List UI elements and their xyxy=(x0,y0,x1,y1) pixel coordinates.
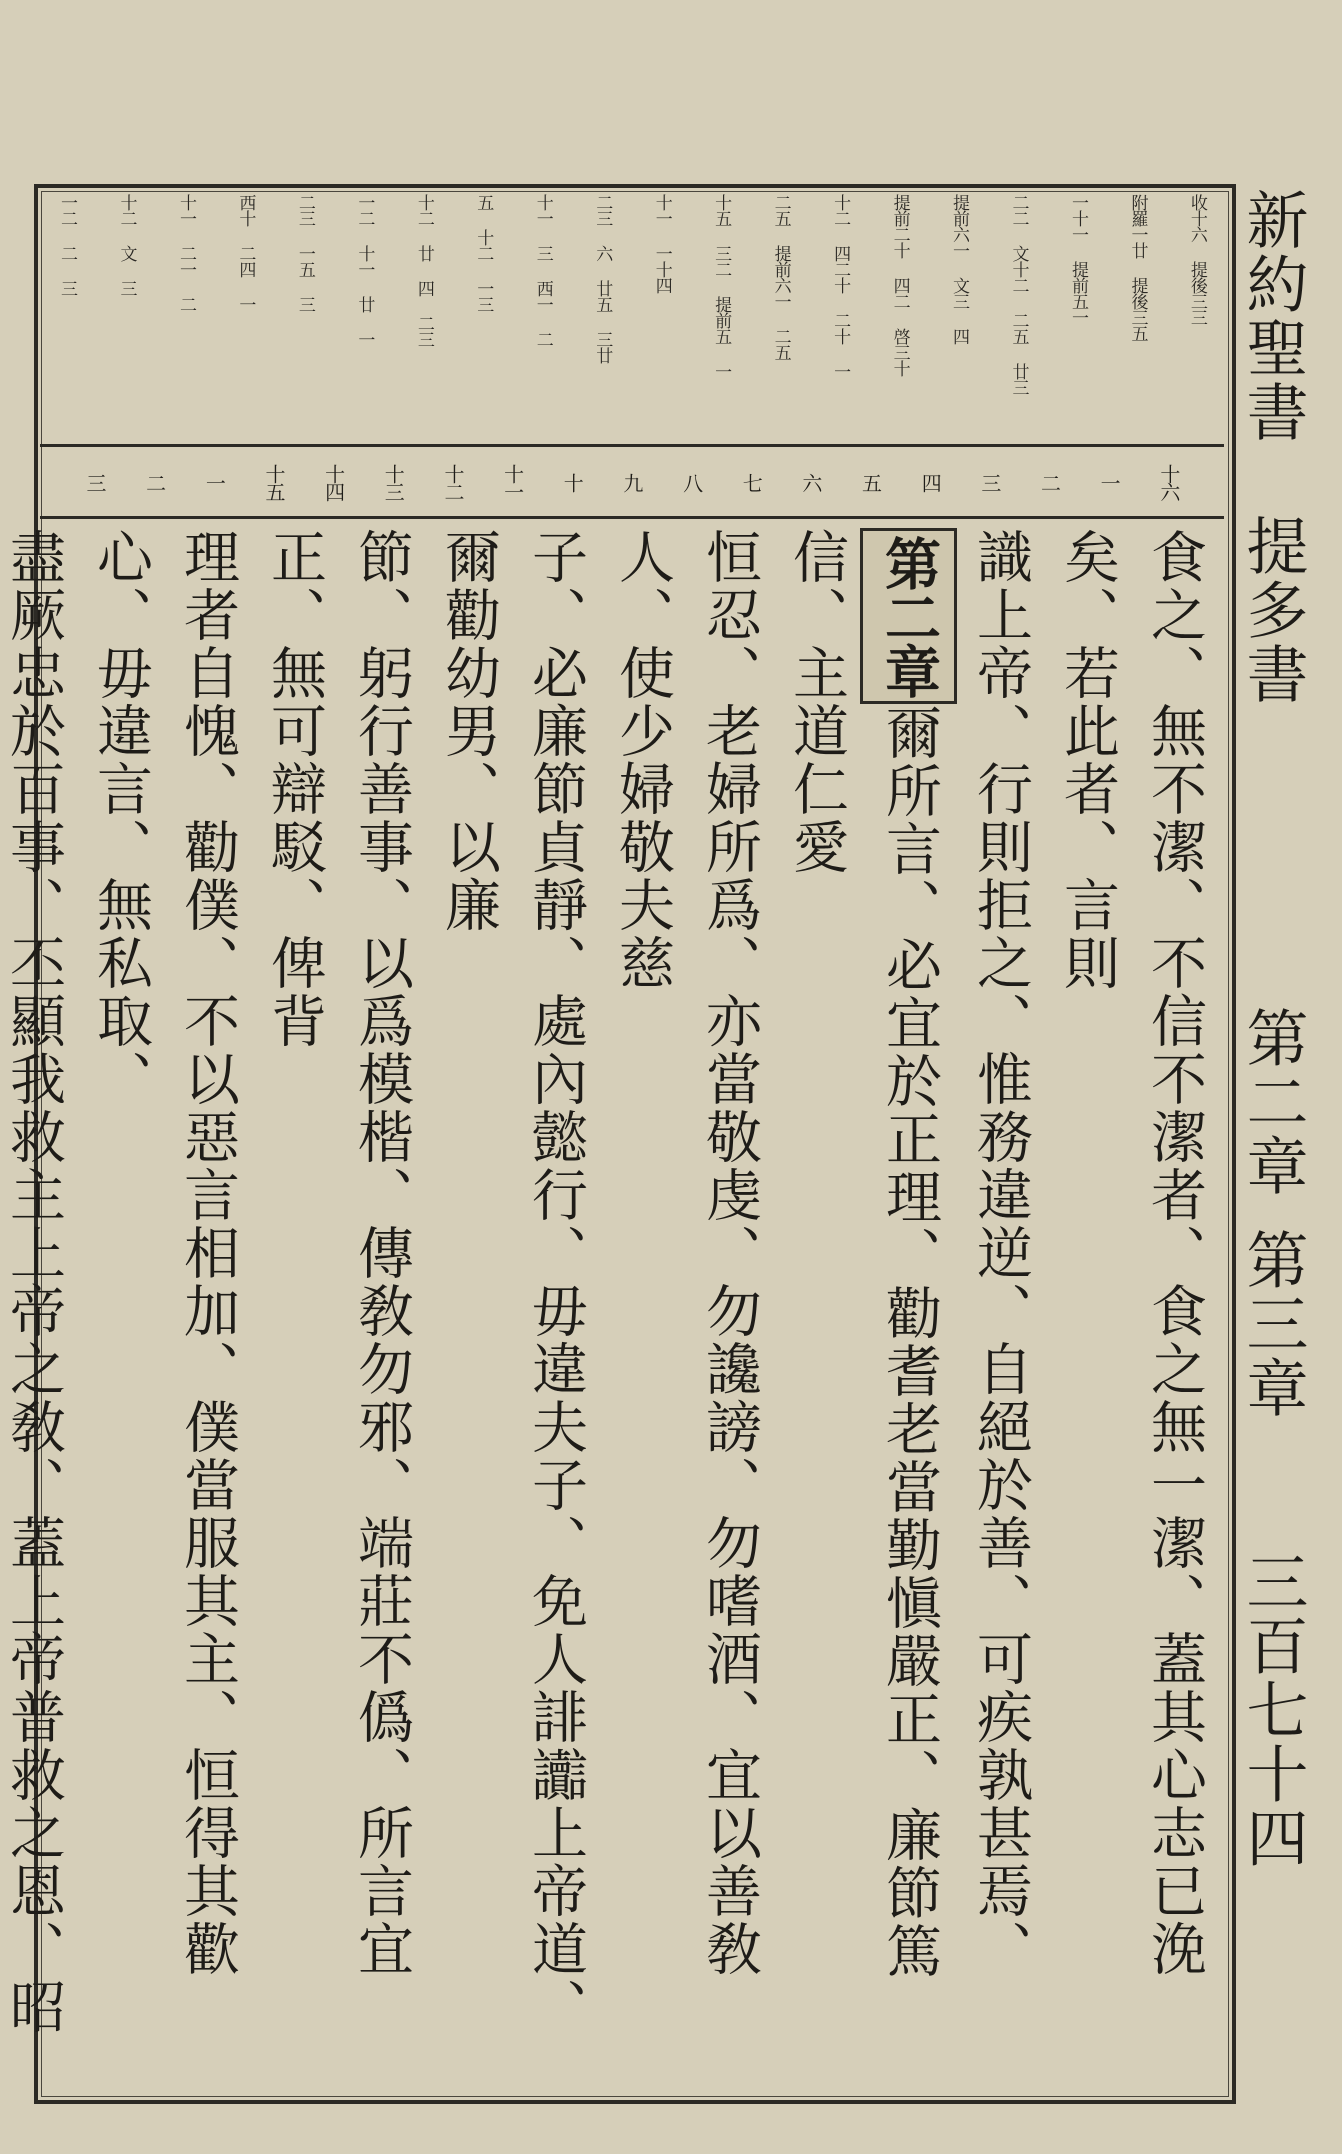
verse-number-row xyxy=(44,452,1220,514)
verse-number: 一 xyxy=(1097,473,1122,491)
verse-number: 二 xyxy=(1037,473,1062,491)
verse-number: 四 xyxy=(918,473,943,491)
reference-entry: 一二 十一 廿 一 xyxy=(354,194,375,347)
verse-number: 十二 xyxy=(440,464,465,500)
verse-number: 十三 xyxy=(381,464,406,500)
text-column: 盡厥忠於百事、丕顯我救主上帝之敎、蓋上帝普救之恩、昭 xyxy=(1,528,66,2036)
verse-number: 七 xyxy=(739,473,764,491)
page-number: 三百七十四 xyxy=(1236,1550,1309,1870)
verse-number: 十 xyxy=(560,473,585,491)
reference-entry: 一二 二 三 xyxy=(57,194,77,296)
scripture-text xyxy=(1,528,1218,2088)
verse-number: 十五 xyxy=(261,464,286,500)
verse-number: 一 xyxy=(202,473,227,491)
running-head xyxy=(1236,188,1308,2088)
reference-entry: 西十 二四 一 xyxy=(235,194,256,312)
verse-number: 十四 xyxy=(321,464,346,500)
verse-number: 八 xyxy=(679,473,704,491)
verse-number: 六 xyxy=(798,473,823,491)
reference-entry: 收十六 提後三三 xyxy=(1186,194,1207,325)
chapter-label-a: 第二章 xyxy=(1236,1006,1309,1198)
reference-entry: 十五 三二 提前五 一 xyxy=(711,194,732,379)
text-column: 節、躬行善事、以爲模楷、傳敎勿邪、端莊不僞、所言宜正、無可辯駁、俾背 xyxy=(262,528,414,1978)
reference-entry: 二三 一五 三 xyxy=(294,194,315,312)
verse-number: 九 xyxy=(619,473,644,491)
reference-entry: 十一 三 西一 二 xyxy=(532,194,553,347)
divider xyxy=(40,516,1224,519)
divider xyxy=(40,444,1224,447)
reference-entry: 五 十二 一三 xyxy=(473,194,494,312)
reference-entry: 二五 提前六一 二五 xyxy=(770,194,791,360)
book-name: 提多書 xyxy=(1236,514,1309,706)
reference-entry: 附羅一廿 提後三五 xyxy=(1127,194,1148,341)
reference-entry: 提前二十 四二 啓三十 xyxy=(889,194,910,376)
reference-entry: 十一 二一 二 xyxy=(175,194,196,312)
chapter-label-b: 第三章 xyxy=(1236,1228,1309,1420)
reference-entry: 提前六一 文三 四 xyxy=(949,194,970,344)
verse-number: 二 xyxy=(142,473,167,491)
verse-number: 十六 xyxy=(1156,464,1181,500)
reference-entry: 十二 四二十 二十 一 xyxy=(830,194,851,379)
cross-references xyxy=(44,194,1220,444)
reference-entry: 二三 六 廿五 三廿 xyxy=(592,194,613,363)
verse-number: 五 xyxy=(858,473,883,491)
reference-entry: 二二 文十二 二五 廿三 xyxy=(1008,194,1029,395)
text-column: 識上帝、行則拒之、惟務違逆、自絕於善、可疾孰甚焉、 xyxy=(968,528,1033,1978)
text-column: 子、必廉節貞靜、處內懿行、毋違夫子、免人誹讟上帝道、爾勸幼男、以廉 xyxy=(436,528,588,2036)
reference-entry: 十二 文 三 xyxy=(116,194,137,296)
book-collection-title: 新約聖書 xyxy=(1236,188,1309,444)
text-column: 第二章爾所言、必宜於正理、勸耆老當勤愼嚴正、廉節篤信、主道仁愛 xyxy=(773,528,957,2088)
chapter-marker: 第二章 xyxy=(860,528,957,704)
reference-entry: 十一 一十四 xyxy=(651,194,672,293)
verse-number: 十一 xyxy=(500,464,525,500)
verse-number: 三 xyxy=(83,473,107,491)
text-column: 理者自愧、勸僕、不以惡言相加、僕當服其主、恒得其歡心、毋違言、無私取、 xyxy=(88,528,240,1978)
reference-entry: 一十一 提前五一 xyxy=(1067,194,1088,325)
text-column: 食之、無不潔、不信不潔者、食之無一潔、蓋其心志已浼矣、若此者、言則 xyxy=(1055,528,1207,1978)
verse-number: 三 xyxy=(977,473,1002,491)
reference-entry: 十二 廿 四 二三 xyxy=(413,194,434,347)
text-column: 恒忍、老婦所爲、亦當敬虔、勿讒謗、勿嗜酒、宜以善敎人、使少婦敬夫慈 xyxy=(610,528,762,1978)
